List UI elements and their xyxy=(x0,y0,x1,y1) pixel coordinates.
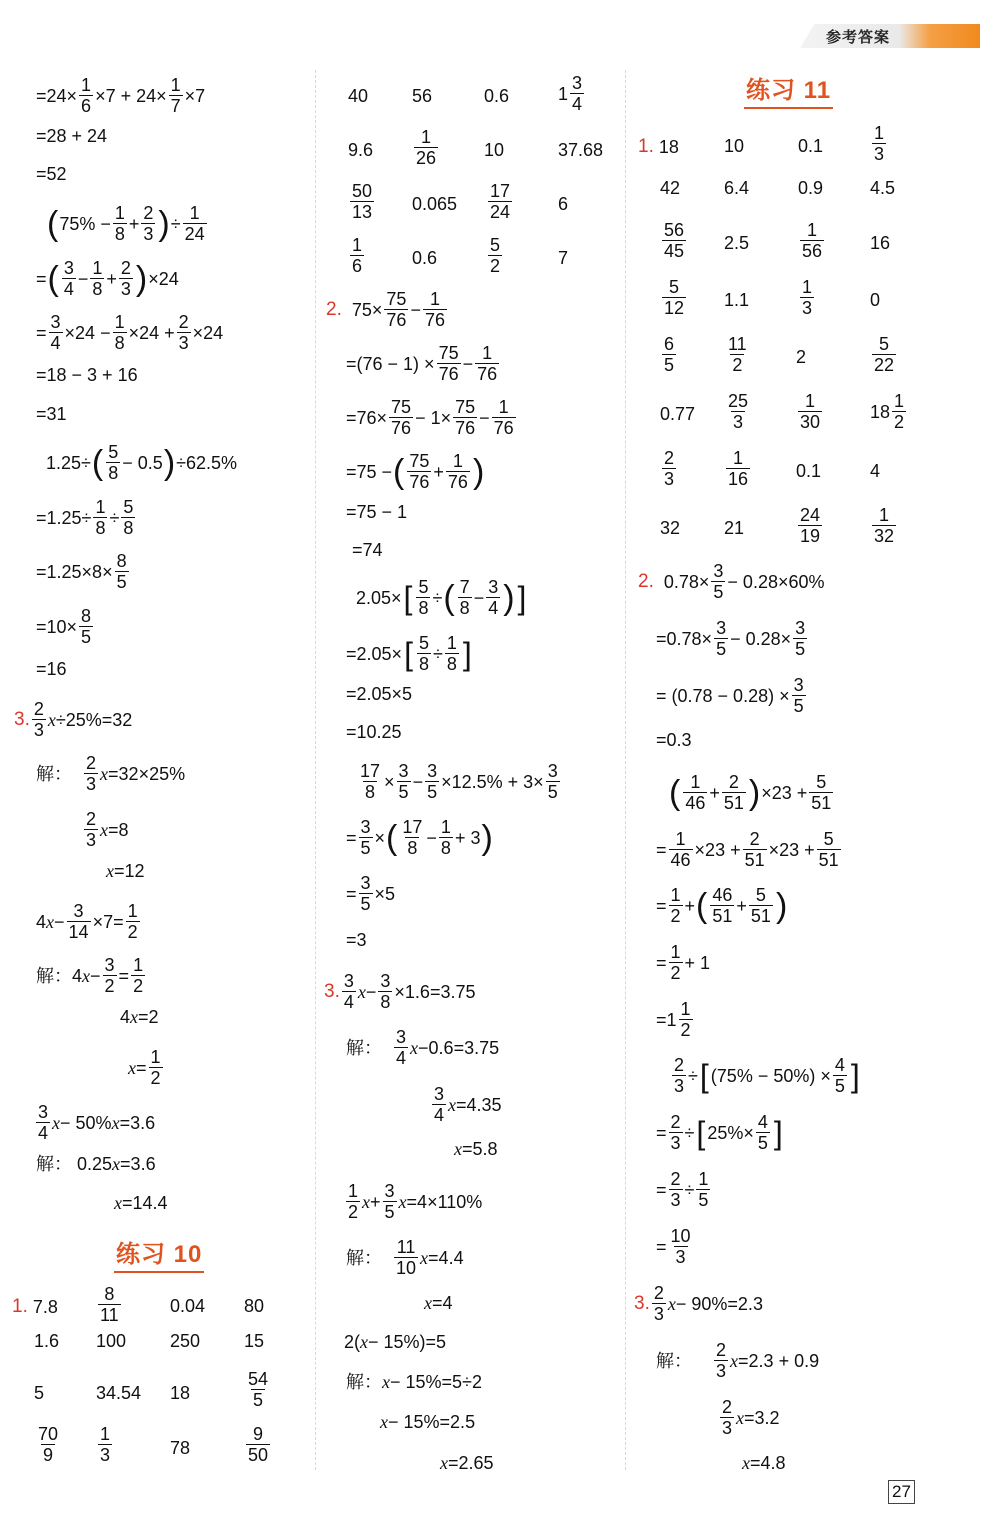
answer-cell: 16 xyxy=(870,233,891,253)
math-line: =0.78× $\frac{3}{5}$ − 0.28× $\frac{3}{5}$ xyxy=(656,618,806,659)
math-line: $\frac{17}{8}$ × $\frac{3}{5}$ − $\frac{3}{5}$ ×12.5% + 3× $\frac{3}{5}$ xyxy=(360,761,558,802)
math-line: = ( $\frac{3}{4}$ − $\frac{1}{8}$ + $\frac{2}{3}$ ) ×24 xyxy=(36,258,179,299)
answer-cell: $\frac{70}{9}$ xyxy=(38,1424,59,1465)
answer-cell: 2.5 xyxy=(724,233,750,253)
math-line: = $\frac{2}{3}$ ÷ $\frac{1}{5}$ xyxy=(656,1169,709,1210)
answer-cell: $\frac{11}{2}$ xyxy=(728,334,747,375)
answer-cell: 4 xyxy=(870,461,881,481)
math-line: = $\frac{1}{46}$ ×23 + $\frac{2}{51}$ ×23 + $\frac{5}{51}$ xyxy=(656,829,839,870)
math-line: 解： x − 15%=5÷2 xyxy=(346,1372,482,1392)
math-line: 3. $\frac{2}{3}$ x − 90%=2.3 xyxy=(634,1283,763,1324)
answer-cell: 21 xyxy=(724,518,745,538)
answer-cell: $\frac{6}{5}$ xyxy=(664,334,675,375)
math-line: 解： $\frac{2}{3}$ x =32×25% xyxy=(36,753,186,794)
answer-cell: $\frac{5}{12}$ xyxy=(664,277,685,318)
math-line: 1. 18 xyxy=(638,136,679,157)
math-line: ( 75% − $\frac{1}{8}$ + $\frac{2}{3}$ ) ÷ $\frac{1}{24}$ xyxy=(47,203,205,244)
answer-cell: $\frac{9}{50}$ xyxy=(248,1424,269,1465)
math-line: = $\frac{3}{5}$ × ( $\frac{17}{8}$ − $\frac{1}{8}$ + 3 ) xyxy=(346,817,493,858)
math-line: =75 − ( $\frac{75}{76}$ + $\frac{1}{76}$ ) xyxy=(346,451,485,492)
math-line: =(76 − 1) × $\frac{75}{76}$ − $\frac{1}{76}$ xyxy=(346,343,498,384)
answer-cell: 10 xyxy=(724,136,745,156)
answer-cell: 100 xyxy=(96,1331,127,1351)
answer-cell: 7 xyxy=(558,248,569,268)
math-line: =3 xyxy=(346,930,367,950)
math-line: x = $\frac{1}{2}$ xyxy=(128,1047,161,1088)
math-line: = $\frac{1}{2}$ + 1 xyxy=(656,942,711,983)
math-line: =24× $\frac{1}{6}$ ×7 + 24× $\frac{1}{7}$ ×7 xyxy=(36,75,206,116)
header-badge-label: 参考答案 xyxy=(826,29,891,46)
answer-cell: 32 xyxy=(660,518,681,538)
answer-cell: 0.6 xyxy=(484,86,510,106)
math-line: 2( x − 15%)=5 xyxy=(344,1332,447,1352)
math-line: =28 + 24 xyxy=(36,126,108,146)
math-line: = $\frac{1}{2}$ + ( $\frac{46}{51}$ + $\frac{5}{51}$ ) xyxy=(656,885,788,926)
math-line: = $\frac{3}{5}$ ×5 xyxy=(346,873,396,914)
answer-cell: 18 $\frac{1}{2}$ xyxy=(870,391,905,432)
answer-cell: 0.77 xyxy=(660,404,696,424)
math-line: =1.25×8× $\frac{8}{5}$ xyxy=(36,551,127,592)
answer-cell: $\frac{5}{2}$ xyxy=(490,235,501,276)
math-line: 解： 0.25 x =3.6 xyxy=(36,1154,156,1174)
math-line: $\frac{3}{4}$ x − 50% x =3.6 xyxy=(38,1102,156,1143)
math-line: $\frac{2}{3}$ ÷ [ (75% − 50%) × $\frac{4}{5}$ ] xyxy=(674,1055,860,1096)
math-line: =18 − 3 + 16 xyxy=(36,365,138,385)
answer-cell: 0 xyxy=(870,290,881,310)
answer-cell: $\frac{2}{3}$ xyxy=(664,448,675,489)
answer-cell: $\frac{50}{13}$ xyxy=(352,181,373,222)
math-line: =1.25÷ $\frac{1}{8}$ ÷ $\frac{5}{8}$ xyxy=(36,497,134,538)
math-line: = $\frac{3}{4}$ ×24 − $\frac{1}{8}$ ×24 + $\frac{2}{3}$ ×24 xyxy=(36,312,224,353)
answer-cell: $\frac{1}{3}$ xyxy=(802,277,813,318)
answer-cell: 0.9 xyxy=(798,178,824,198)
answer-cell: 2 xyxy=(796,347,807,367)
math-line: = $\frac{2}{3}$ ÷ [ 25%× $\frac{4}{5}$ ] xyxy=(656,1112,783,1153)
math-line: 2. 75× $\frac{75}{76}$ − $\frac{1}{76}$ xyxy=(326,289,445,330)
answer-cell: $\frac{1}{6}$ xyxy=(352,235,363,276)
answer-cell: 1.6 xyxy=(34,1331,60,1351)
answer-cell: 78 xyxy=(170,1438,191,1458)
answer-cell: $\frac{25}{3}$ xyxy=(728,391,749,432)
math-line: = (0.78 − 0.28) × $\frac{3}{5}$ xyxy=(656,675,804,716)
math-line: 解： $\frac{11}{10}$ x =4.4 xyxy=(346,1237,464,1278)
answer-cell: 0.1 xyxy=(796,461,822,481)
answer-cell: $\frac{24}{19}$ xyxy=(800,505,821,546)
answer-cell: 42 xyxy=(660,178,681,198)
math-line: x =12 xyxy=(106,861,145,881)
math-line: x =14.4 xyxy=(114,1193,168,1213)
math-line: =76× $\frac{75}{76}$ − 1× $\frac{75}{76}$ − $\frac{1}{76}$ xyxy=(346,397,514,438)
math-line: 3. $\frac{2}{3}$ x ÷25%=32 xyxy=(14,699,133,740)
answer-cell: $\frac{54}{5}$ xyxy=(248,1369,269,1410)
math-line: 2.05× [ $\frac{5}{8}$ ÷ ( $\frac{7}{8}$ − $\frac{3}{4}$ ) ] xyxy=(356,577,527,618)
math-line: $\frac{2}{3}$ x =8 xyxy=(86,809,129,850)
page-number: 27 xyxy=(888,1480,915,1504)
answer-cell: 0.065 xyxy=(412,194,458,214)
answer-cell: 5 xyxy=(34,1383,45,1403)
answer-cell: 34.54 xyxy=(96,1383,142,1403)
math-line: =31 xyxy=(36,404,67,424)
math-line: 4 x =2 xyxy=(120,1007,159,1027)
answer-cell: 80 xyxy=(244,1296,265,1316)
math-line: 1.25÷ ( $\frac{5}{8}$ − 0.5 ) ÷62.5% xyxy=(46,442,238,483)
answer-cell: 9.6 xyxy=(348,140,374,160)
answer-cell: $\frac{1}{32}$ xyxy=(874,505,895,546)
math-line: 3. $\frac{3}{4}$ x − $\frac{3}{8}$ ×1.6=3.75 xyxy=(324,971,476,1012)
math-line: ( $\frac{1}{46}$ + $\frac{2}{51}$ ) ×23 + $\frac{5}{51}$ xyxy=(669,772,832,813)
answer-cell: 18 xyxy=(170,1383,191,1403)
header-badge xyxy=(800,24,980,48)
math-line: 1. 7.8 xyxy=(12,1296,58,1317)
math-line: x =4.8 xyxy=(742,1453,786,1473)
answer-cell: $\frac{1}{56}$ xyxy=(802,220,823,261)
answer-cell: 1.1 xyxy=(724,290,750,310)
math-line: $\frac{3}{4}$ x =4.35 xyxy=(434,1084,502,1125)
math-line: =74 xyxy=(352,540,383,560)
column-divider xyxy=(625,70,626,1470)
answer-cell: 0.6 xyxy=(412,248,438,268)
column-divider xyxy=(315,70,316,1470)
math-line: x − 15%=2.5 xyxy=(380,1412,476,1432)
answer-cell: $\frac{8}{11}$ xyxy=(100,1284,119,1325)
answer-cell: $\frac{5}{22}$ xyxy=(874,334,895,375)
answer-cell: $\frac{1}{3}$ xyxy=(100,1424,111,1465)
answer-cell: 40 xyxy=(348,86,369,106)
answer-cell: 6 xyxy=(558,194,569,214)
answer-cell: 250 xyxy=(170,1331,201,1351)
math-line: =2.05× [ $\frac{5}{8}$ ÷ $\frac{1}{8}$ ] xyxy=(346,633,472,674)
answer-cell: 15 xyxy=(244,1331,265,1351)
math-line: =0.3 xyxy=(656,730,692,750)
answer-cell: 37.68 xyxy=(558,140,604,160)
math-line: $\frac{1}{2}$ x + $\frac{3}{5}$ x =4×110% xyxy=(348,1181,483,1222)
math-line: =10.25 xyxy=(346,722,402,742)
section-title-ex10: 练习 10 xyxy=(114,1234,204,1273)
answer-cell: $\frac{1}{30}$ xyxy=(800,391,821,432)
answer-cell: $\frac{1}{3}$ xyxy=(874,123,885,164)
math-line: = $\frac{10}{3}$ xyxy=(656,1226,691,1267)
math-line: x =5.8 xyxy=(454,1139,498,1159)
math-line: =75 − 1 xyxy=(346,502,408,522)
answer-cell: 6.4 xyxy=(724,178,750,198)
section-title-ex11: 练习 11 xyxy=(744,70,833,109)
math-line: =1 $\frac{1}{2}$ xyxy=(656,999,691,1040)
answer-cell: 0.1 xyxy=(798,136,824,156)
math-line: =2.05×5 xyxy=(346,684,413,704)
math-line: 解： $\frac{3}{4}$ x −0.6=3.75 xyxy=(346,1027,500,1068)
answer-cell: $\frac{1}{16}$ xyxy=(728,448,749,489)
answer-cell: 0.04 xyxy=(170,1296,206,1316)
answer-cell: 10 xyxy=(484,140,505,160)
answer-cell: 1 $\frac{3}{4}$ xyxy=(558,73,583,114)
math-line: $\frac{2}{3}$ x =3.2 xyxy=(722,1397,780,1438)
math-line: =52 xyxy=(36,164,67,184)
answer-cell: $\frac{56}{45}$ xyxy=(664,220,685,261)
math-line: x =2.65 xyxy=(440,1453,494,1473)
math-line: 解： $\frac{2}{3}$ x =2.3 + 0.9 xyxy=(656,1340,820,1381)
answer-cell: $\frac{17}{24}$ xyxy=(490,181,511,222)
math-line: =16 xyxy=(36,659,67,679)
math-line: 2. 0.78× $\frac{3}{5}$ − 0.28×60% xyxy=(638,561,825,602)
answer-cell: $\frac{1}{26}$ xyxy=(416,127,437,168)
math-line: 4 x − $\frac{3}{14}$ ×7= $\frac{1}{2}$ xyxy=(36,901,138,942)
math-line: x =4 xyxy=(424,1293,453,1313)
answer-cell: 4.5 xyxy=(870,178,896,198)
math-line: 解：4 x − $\frac{3}{2}$ = $\frac{1}{2}$ xyxy=(36,955,144,996)
math-line: =10× $\frac{8}{5}$ xyxy=(36,606,92,647)
answer-cell: 56 xyxy=(412,86,433,106)
